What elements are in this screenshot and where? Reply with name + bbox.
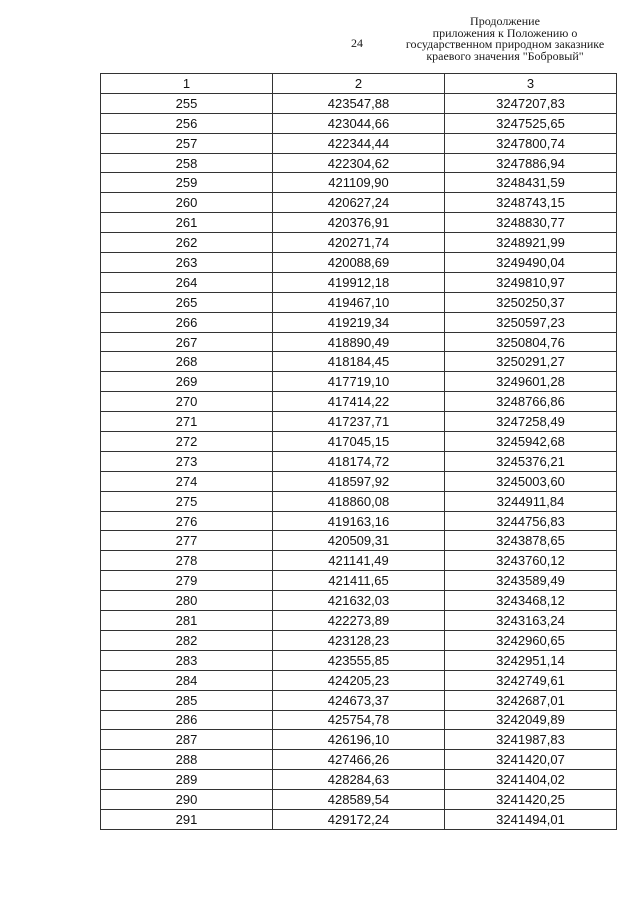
point-number-cell: 261	[101, 213, 273, 233]
header-line: Продолжение	[470, 14, 540, 28]
point-number-cell: 259	[101, 173, 273, 193]
point-number-cell: 263	[101, 253, 273, 273]
y-coordinate-cell: 3245376,21	[445, 451, 617, 471]
x-coordinate-cell: 420376,91	[273, 213, 445, 233]
y-coordinate-cell: 3247886,94	[445, 153, 617, 173]
x-coordinate-cell: 417719,10	[273, 372, 445, 392]
table-row	[101, 710, 617, 730]
table-row	[101, 770, 617, 790]
table-row	[101, 272, 617, 292]
x-coordinate-cell: 417045,15	[273, 432, 445, 452]
x-coordinate-cell: 419219,34	[273, 312, 445, 332]
x-coordinate-cell: 419467,10	[273, 292, 445, 312]
table-row	[101, 173, 617, 193]
header-line: краевого значения "Бобровый"	[426, 48, 584, 63]
x-coordinate-cell: 423044,66	[273, 113, 445, 133]
point-number-cell: 277	[101, 531, 273, 551]
x-coordinate-cell: 424673,37	[273, 690, 445, 710]
y-coordinate-cell: 3243163,24	[445, 611, 617, 631]
y-coordinate-cell: 3248743,15	[445, 193, 617, 213]
point-number-cell: 288	[101, 750, 273, 770]
column-header-2: 2	[273, 74, 445, 94]
y-coordinate-cell: 3242049,89	[445, 710, 617, 730]
y-coordinate-cell: 3243589,49	[445, 571, 617, 591]
x-coordinate-cell: 423128,23	[273, 630, 445, 650]
table-row	[101, 531, 617, 551]
table-row	[101, 133, 617, 153]
y-coordinate-cell: 3244911,84	[445, 491, 617, 511]
y-coordinate-cell: 3242687,01	[445, 690, 617, 710]
y-coordinate-cell: 3243468,12	[445, 591, 617, 611]
table-row	[101, 630, 617, 650]
y-coordinate-cell: 3248830,77	[445, 213, 617, 233]
table-row	[101, 591, 617, 611]
table-row	[101, 332, 617, 352]
table-row	[101, 113, 617, 133]
y-coordinate-cell: 3241404,02	[445, 770, 617, 790]
header-line: приложения к Положению о	[432, 25, 578, 40]
x-coordinate-cell: 422344,44	[273, 133, 445, 153]
table-row	[101, 372, 617, 392]
table-row	[101, 292, 617, 312]
y-coordinate-cell: 3247207,83	[445, 93, 617, 113]
point-number-cell: 262	[101, 233, 273, 253]
point-number-cell: 289	[101, 770, 273, 790]
table-row	[101, 213, 617, 233]
table-row	[101, 809, 617, 829]
y-coordinate-cell: 3248431,59	[445, 173, 617, 193]
table-row	[101, 352, 617, 372]
x-coordinate-cell: 418860,08	[273, 491, 445, 511]
table-row	[101, 253, 617, 273]
x-coordinate-cell: 420509,31	[273, 531, 445, 551]
point-number-cell: 266	[101, 312, 273, 332]
x-coordinate-cell: 424205,23	[273, 670, 445, 690]
point-number-cell: 258	[101, 153, 273, 173]
table-row	[101, 750, 617, 770]
x-coordinate-cell: 421141,49	[273, 551, 445, 571]
table-row	[101, 432, 617, 452]
point-number-cell: 276	[101, 511, 273, 531]
table-row	[101, 491, 617, 511]
table-row	[101, 511, 617, 531]
point-number-cell: 267	[101, 332, 273, 352]
x-coordinate-cell: 421632,03	[273, 591, 445, 611]
y-coordinate-cell: 3242749,61	[445, 670, 617, 690]
x-coordinate-cell: 421109,90	[273, 173, 445, 193]
x-coordinate-cell: 428284,63	[273, 770, 445, 790]
table-row	[101, 93, 617, 113]
x-coordinate-cell: 428589,54	[273, 790, 445, 810]
point-number-cell: 281	[101, 611, 273, 631]
y-coordinate-cell: 3247800,74	[445, 133, 617, 153]
point-number-cell: 284	[101, 670, 273, 690]
coordinates-table	[100, 73, 617, 830]
table-header-row	[101, 74, 617, 94]
y-coordinate-cell: 3242960,65	[445, 630, 617, 650]
point-number-cell: 280	[101, 591, 273, 611]
y-coordinate-cell: 3248766,86	[445, 392, 617, 412]
x-coordinate-cell: 418597,92	[273, 471, 445, 491]
column-header-1: 1	[101, 74, 273, 94]
x-coordinate-cell: 426196,10	[273, 730, 445, 750]
point-number-cell: 269	[101, 372, 273, 392]
x-coordinate-cell: 417237,71	[273, 412, 445, 432]
point-number-cell: 291	[101, 809, 273, 829]
x-coordinate-cell: 420271,74	[273, 233, 445, 253]
point-number-cell: 268	[101, 352, 273, 372]
x-coordinate-cell: 425754,78	[273, 710, 445, 730]
y-coordinate-cell: 3247258,49	[445, 412, 617, 432]
table-row	[101, 690, 617, 710]
point-number-cell: 274	[101, 471, 273, 491]
x-coordinate-cell: 429172,24	[273, 809, 445, 829]
x-coordinate-cell: 417414,22	[273, 392, 445, 412]
y-coordinate-cell: 3250597,23	[445, 312, 617, 332]
y-coordinate-cell: 3241420,07	[445, 750, 617, 770]
point-number-cell: 270	[101, 392, 273, 412]
table-row	[101, 233, 617, 253]
x-coordinate-cell: 419912,18	[273, 272, 445, 292]
x-coordinate-cell: 420627,24	[273, 193, 445, 213]
page-number: 24	[351, 36, 363, 50]
point-number-cell: 265	[101, 292, 273, 312]
point-number-cell: 285	[101, 690, 273, 710]
y-coordinate-cell: 3244756,83	[445, 511, 617, 531]
point-number-cell: 264	[101, 272, 273, 292]
table-row	[101, 650, 617, 670]
header-line: государственном природном заказнике	[405, 37, 605, 51]
y-coordinate-cell: 3243878,65	[445, 531, 617, 551]
table-row	[101, 392, 617, 412]
y-coordinate-cell: 3249490,04	[445, 253, 617, 273]
point-number-cell: 255	[101, 93, 273, 113]
table-row	[101, 730, 617, 750]
y-coordinate-cell: 3241420,25	[445, 790, 617, 810]
table-row	[101, 193, 617, 213]
x-coordinate-cell: 421411,65	[273, 571, 445, 591]
point-number-cell: 272	[101, 432, 273, 452]
point-number-cell: 290	[101, 790, 273, 810]
table-row	[101, 451, 617, 471]
x-coordinate-cell: 422273,89	[273, 611, 445, 631]
x-coordinate-cell: 418174,72	[273, 451, 445, 471]
y-coordinate-cell: 3245942,68	[445, 432, 617, 452]
x-coordinate-cell: 423555,85	[273, 650, 445, 670]
table-row	[101, 611, 617, 631]
y-coordinate-cell: 3241987,83	[445, 730, 617, 750]
x-coordinate-cell: 422304,62	[273, 153, 445, 173]
point-number-cell: 286	[101, 710, 273, 730]
table-row	[101, 790, 617, 810]
table-row	[101, 551, 617, 571]
y-coordinate-cell: 3242951,14	[445, 650, 617, 670]
table-row	[101, 471, 617, 491]
point-number-cell: 273	[101, 451, 273, 471]
y-coordinate-cell: 3243760,12	[445, 551, 617, 571]
x-coordinate-cell: 423547,88	[273, 93, 445, 113]
point-number-cell: 275	[101, 491, 273, 511]
point-number-cell: 257	[101, 133, 273, 153]
y-coordinate-cell: 3248921,99	[445, 233, 617, 253]
appendix-header	[380, 16, 630, 62]
point-number-cell: 282	[101, 630, 273, 650]
point-number-cell: 256	[101, 113, 273, 133]
point-number-cell: 287	[101, 730, 273, 750]
y-coordinate-cell: 3249601,28	[445, 372, 617, 392]
x-coordinate-cell: 419163,16	[273, 511, 445, 531]
x-coordinate-cell: 420088,69	[273, 253, 445, 273]
point-number-cell: 271	[101, 412, 273, 432]
y-coordinate-cell: 3247525,65	[445, 113, 617, 133]
y-coordinate-cell: 3245003,60	[445, 471, 617, 491]
y-coordinate-cell: 3249810,97	[445, 272, 617, 292]
table-body	[101, 93, 617, 829]
y-coordinate-cell: 3250250,37	[445, 292, 617, 312]
column-header-3: 3	[445, 74, 617, 94]
table-row	[101, 412, 617, 432]
y-coordinate-cell: 3250291,27	[445, 352, 617, 372]
y-coordinate-cell: 3241494,01	[445, 809, 617, 829]
point-number-cell: 260	[101, 193, 273, 213]
table-row	[101, 312, 617, 332]
table-row	[101, 670, 617, 690]
point-number-cell: 278	[101, 551, 273, 571]
point-number-cell: 279	[101, 571, 273, 591]
table-row	[101, 571, 617, 591]
table-row	[101, 153, 617, 173]
x-coordinate-cell: 427466,26	[273, 750, 445, 770]
x-coordinate-cell: 418184,45	[273, 352, 445, 372]
point-number-cell: 283	[101, 650, 273, 670]
y-coordinate-cell: 3250804,76	[445, 332, 617, 352]
x-coordinate-cell: 418890,49	[273, 332, 445, 352]
